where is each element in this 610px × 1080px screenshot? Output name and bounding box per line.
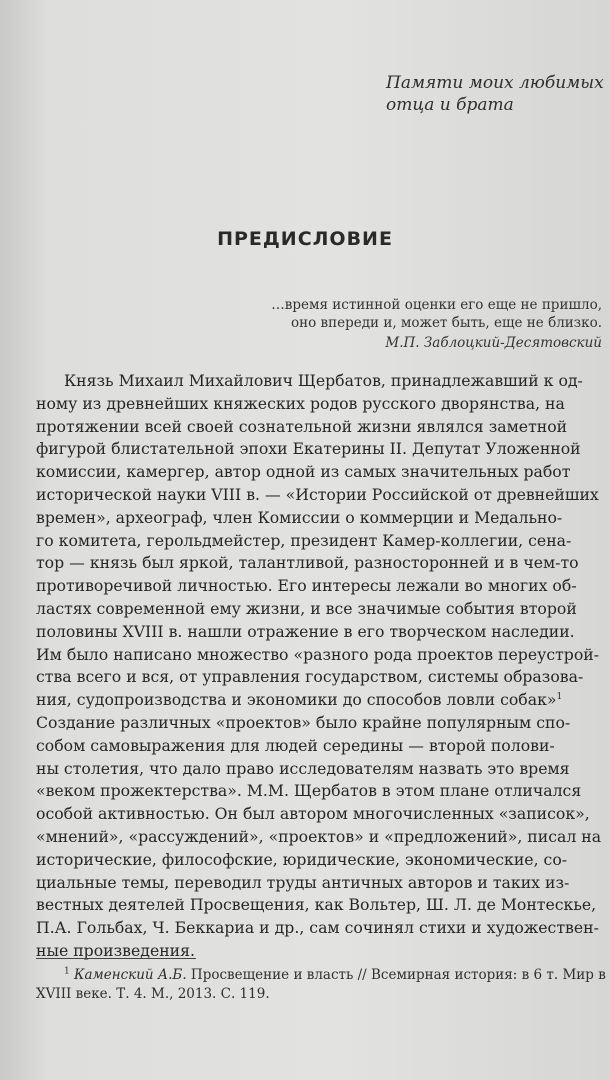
text-line: Создание различных «проектов» было крайне популярным спо-: [36, 712, 571, 732]
footnote-reference[interactable]: 1: [556, 691, 563, 702]
footnote: [36, 966, 606, 1004]
footnote-line: XVIII веке. Т. 4. М., 2013. С. 119.: [36, 986, 270, 1002]
text-line: времен», археограф, член Комиссии о коммерции и Медально-: [36, 507, 563, 527]
text-line: собом самовыражения для людей середины — второй полови-: [36, 735, 555, 755]
epigraph: [242, 296, 602, 352]
text-line: половины XVIII в. нашли отражение в его творческом наследии.: [36, 621, 575, 641]
text-line: го комитета, герольдмейстер, президент Камер-коллегии, сена-: [36, 530, 572, 550]
text-line: комиссии, камергер, автор одной из самых значительных работ: [36, 462, 571, 482]
epigraph-line: …время истинной оценки его еще не пришло,: [271, 297, 602, 313]
dedication: [386, 72, 606, 116]
footnote-author: Каменский А.Б.: [74, 967, 187, 983]
epigraph-line: оно впереди и, может быть, еще не близко.: [290, 315, 602, 331]
text-line: исторической науки VIII в. — «Истории Российской от древнейших: [36, 484, 599, 504]
text-line: «мнений», «рассуждений», «проектов» и «предложений», писал на: [36, 826, 602, 846]
text-line: Князь Михаил Михайлович Щербатов, принадлежавший к од-: [64, 371, 583, 390]
footnote-number: 1: [64, 966, 70, 977]
footnote-line: [36, 966, 606, 985]
dedication-line: отца и брата: [386, 95, 514, 115]
dedication-line: Памяти моих любимых: [386, 73, 604, 93]
footnote-text: Просвещение и власть // Всемирная история: в 6 т. Мир в: [186, 967, 606, 983]
chapter-title: ПРЕДИСЛОВИЕ: [217, 228, 393, 250]
text-line-content: ния, судопроизводства и экономики до способов ловли собак»: [36, 690, 557, 710]
text-line: П.А. Гольбах, Ч. Беккариа и др., сам сочинял стихи и художествен-: [36, 918, 599, 938]
text-line-with-footnote: [36, 689, 606, 712]
text-line: протяжении всей своей сознательной жизни являлся заметной: [36, 416, 568, 436]
text-line: ластях современной ему жизни, и все значимые события второй: [36, 598, 577, 618]
text-line: «веком прожектерства». М.М. Щербатов в этом плане отличался: [36, 781, 582, 801]
text-line: ны столетия, что дало право исследователям назвать это время: [36, 758, 570, 778]
text-line: фигурой блистательной эпохи Екатерины II. Депутат Уложенной: [36, 439, 581, 459]
text-line: циальные темы, переводил труды античных авторов и таких из-: [36, 872, 570, 892]
text-line: особой активностью. Он был автором многочисленных «записок»,: [36, 804, 590, 824]
text-line: ства всего и вся, от управления государством, системы образова-: [36, 667, 584, 687]
footnote-divider: [36, 958, 196, 959]
text-line: ные произведения.: [36, 940, 196, 960]
text-line: исторические, философские, юридические, экономические, со-: [36, 849, 568, 869]
body-text: [36, 370, 606, 963]
text-line: Им было написано множество «разного рода проектов переустрой-: [36, 644, 600, 664]
text-line: тор — князь был яркой, талантливой, разносторонней и в чем-то: [36, 553, 579, 573]
text-line: вестных деятелей Просвещения, как Вольтер, Ш. Л. де Монтескье,: [36, 895, 597, 915]
text-line: противоречивой личностью. Его интересы лежали во многих об-: [36, 576, 577, 596]
text-line: ному из древнейших княжеских родов русского дворянства, на: [36, 393, 565, 413]
epigraph-author: М.П. Заблоцкий-Десятовский: [385, 335, 602, 351]
